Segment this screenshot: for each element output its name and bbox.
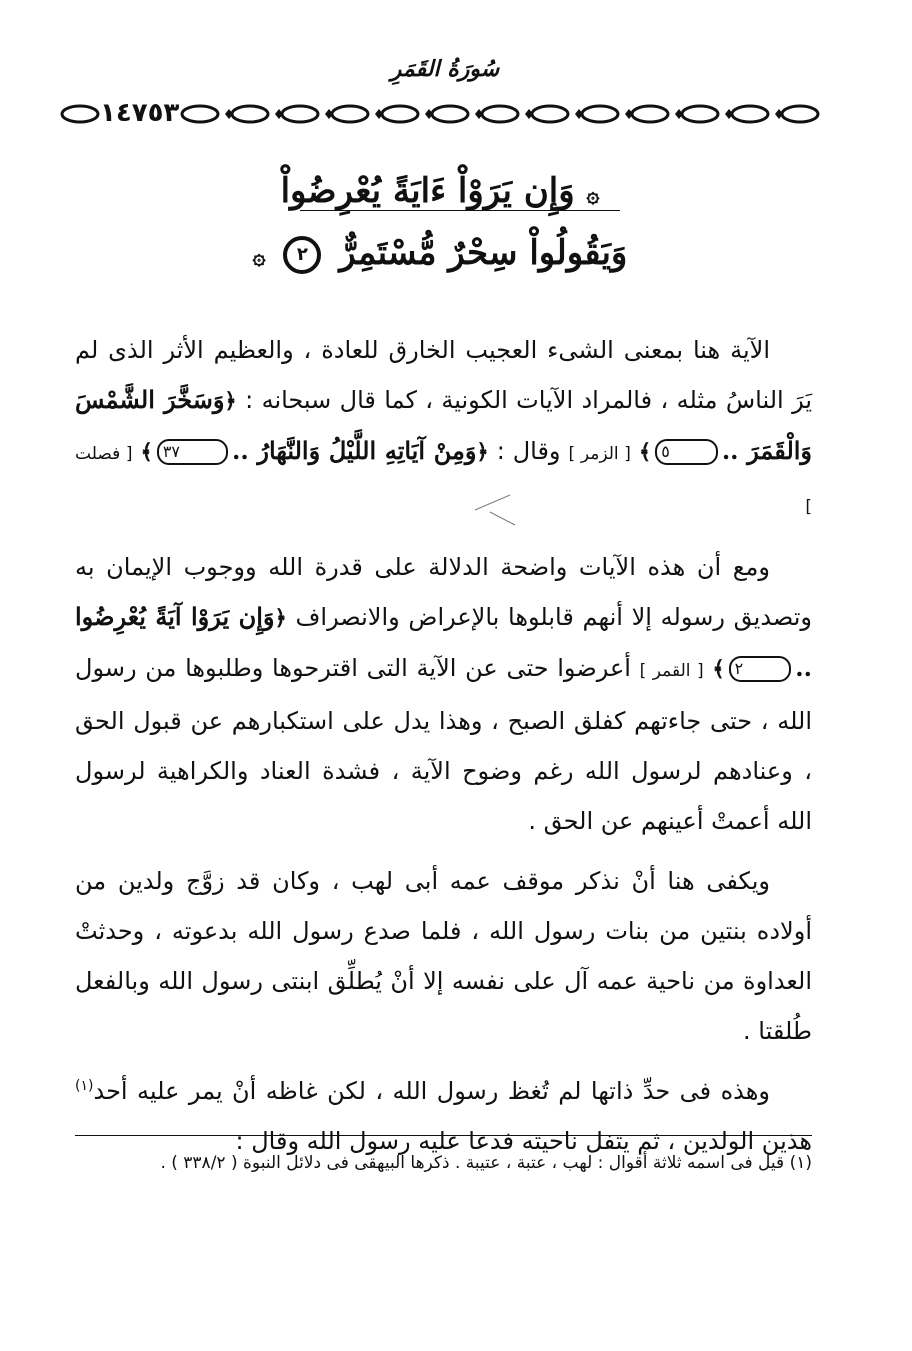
paragraph-1-connector: وقال :: [496, 437, 561, 465]
paragraph-1: [75, 325, 812, 532]
verse-number: ٢: [283, 236, 321, 274]
commentary-body: [75, 325, 812, 1176]
paragraph-4-text-a: وهذه فى حدِّ ذاتها لم تُغظ رسول الله ، لكن غاظه أنْ يمر عليه أحد: [93, 1077, 770, 1105]
paragraph-2: [75, 542, 812, 846]
quran-quote-fussilat: وَمِنْ آيَاتِهِ اللَّيْلُ وَالنَّهَارُ ..: [232, 436, 477, 465]
paragraph-3: [75, 856, 812, 1056]
quote-verse-number: ٢: [729, 656, 792, 682]
verse-heading: [250, 160, 630, 284]
quote-open-bracket: ﴿: [274, 605, 287, 630]
quote-open-bracket: ﴿: [476, 439, 489, 464]
footnote: (١) قيل فى اسمه ثلاثة أقوال : لهب ، عتبة ، عتيبة . ذكرها البيهقى فى دلائل النبوة ( ٣٣٨/٢ ) .: [160, 1153, 812, 1173]
page-number: ١٤٧٥٣: [100, 98, 180, 128]
quran-quote-zumar: وَسَخَّرَ الشَّمْسَ وَالْقَمَرَ ..: [75, 385, 813, 465]
paragraph-1-text: الآية هنا بمعنى الشىء العجيب الخارق للعادة ، والعظيم الأثر الذى لم يَرَ الناسُ مثله ، فالمراد الآيات الكونية ، كما قال سبحانه :: [75, 336, 812, 414]
quran-quote-qamar: وَإِن يَرَوْا آيَةً يُعْرِضُوا ..: [75, 602, 812, 682]
footnote-marker[interactable]: (١): [75, 1078, 94, 1094]
verse-line-1: [250, 160, 630, 222]
verse-text-line-1: وَإِن يَرَوْاْ ءَايَةً يُعْرِضُواْ: [280, 171, 575, 211]
paragraph-3-text: ويكفى هنا أنْ نذكر موقف عمه أبى لهب ، وكان قد زوَّج ولدين من أولاده بنتين من بنات رسول الله ، فلما صدع رسول الله بدعوته ، وحدثتْ العداوة من ناحية عمه آل على نفسه إلا أنْ يُطلِّق ابنتى رسول الله وبالفعل طُلقتا .: [75, 867, 812, 1045]
quote-verse-number: ٣٧: [157, 439, 228, 465]
verse-text-line-2: وَيَقُولُواْ سِحْرٌ مُّسْتَمِرٌّ: [339, 233, 628, 273]
verse-open-ornament: ۞: [586, 182, 600, 208]
verse-line-2: [250, 222, 630, 284]
quote-verse-number: ٥: [655, 439, 718, 465]
paragraph-4-text-b: هذين الولدين ، ثم يتفل ناحيته فدعا عليه رسول الله وقال :: [235, 1127, 812, 1155]
surah-reference: [ الزمر ]: [568, 444, 631, 464]
paragraph-2-text-b: أعرضوا حتى عن الآية التى اقترحوها وطلبوها من رسول الله ، حتى جاءتهم كفلق الصبح ، وهذا يدل على استكبارهم عن قبول الحق ، وعنادهم لرسول الله رغم وضوح الآية ، فشدة العناد والكراهية لرسول الله أعمتْ أعينهم عن الحق .: [75, 654, 812, 835]
surah-reference: [ القمر ]: [639, 661, 704, 681]
quote-close-bracket: ﴾: [140, 439, 153, 464]
surah-title: سُورَةُ القَمَرِ: [390, 56, 500, 82]
quote-close-bracket: ﴾: [712, 656, 725, 681]
header-border: [60, 96, 830, 130]
footnote-divider: [75, 1135, 812, 1136]
quote-close-bracket: ﴾: [638, 439, 652, 464]
stray-pen-mark: [470, 490, 520, 530]
paragraph-2-text-a: ومع أن هذه الآيات واضحة الدلالة على قدرة الله ووجوب الإيمان به وتصديق رسوله إلا أنهم قابلوها بالإعراض والانصراف: [75, 553, 813, 631]
verse-close-ornament: ۞: [252, 244, 266, 270]
surah-reference: [ فصلت ]: [75, 444, 812, 517]
quote-open-bracket: ﴿: [224, 388, 237, 413]
